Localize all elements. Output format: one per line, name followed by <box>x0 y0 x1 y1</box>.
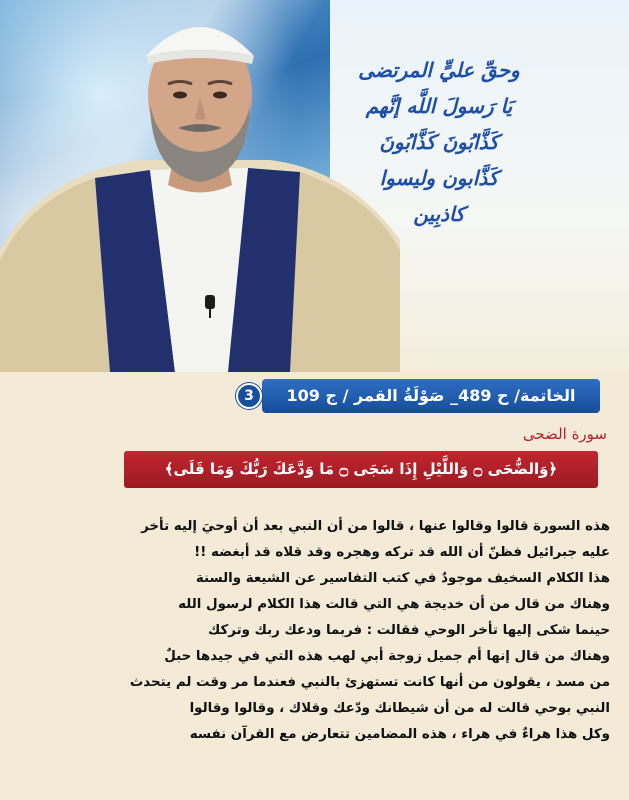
body-line: من مسد ، يقولون من أنها كانت تستهزئ بالنبي فعندما مر وقت لم يتحدث <box>129 675 610 690</box>
poem-line: يَا رَسولَ اللَّه إنَّهم <box>365 94 513 118</box>
body-line: هذا الكلام السخيف موجودٌ في كتب التفاسير عن الشيعة والسنة <box>195 571 610 586</box>
poem-line: وحقِّ عليٍّ المرتضى <box>358 58 520 82</box>
body-line: هذه السورة قالوا وقالوا عنها ، قالوا من أن النبي بعد أن أوحيَ إليه تأخر <box>141 519 610 534</box>
quran-verse: ﴿وَالضُّحَى ۝ وَاللَّيْلِ إِذَا سَجَى ۝ مَا وَدَّعَكَ رَبُّكَ وَمَا قَلَى﴾ <box>164 460 558 478</box>
body-line: وكل هذا هراءٌ في هراء ، هذه المضامين تتعارض مع القرآن نفسه <box>189 727 610 742</box>
surah-label: سورة الضحى <box>522 425 607 443</box>
body-line: حينما شكى إليها تأخر الوحي فقالت : فربما ودعك ربك وتركك <box>208 623 610 638</box>
episode-title-bar <box>262 379 600 413</box>
quran-verse-banner <box>124 451 598 488</box>
episode-number-badge: 3 <box>236 383 262 409</box>
episode-title: الخاتمة/ ح 489_ صَوْلَةُ القمر / ج 109 <box>286 386 576 405</box>
hero-banner <box>0 0 629 372</box>
body-line: عليه جبرائيل فظنّ أن الله قد تركه وهجره وقد قلاه قد أبغضه !! <box>194 545 610 560</box>
body-line: وهناك من قال إنها أم جميل زوجة أبي لهب هذه التي في جيدها حبلٌ <box>164 649 610 664</box>
poem-verses <box>319 52 559 232</box>
article-body <box>20 514 610 748</box>
poem-line: كَذَّابون وليسوا <box>379 166 499 190</box>
body-line: النبي بوحي قالت له من أن شيطانك ودّعك وقلاك ، وقالوا وقالوا <box>189 701 610 716</box>
poem-line: كَذَّابُونَ كَذَّابُونَ <box>379 130 499 154</box>
poem-line: كاذبِين <box>413 202 465 226</box>
body-line: وهناك من قال من أن خديجة هي التي قالت هذا الكلام لرسول الله <box>178 597 610 612</box>
